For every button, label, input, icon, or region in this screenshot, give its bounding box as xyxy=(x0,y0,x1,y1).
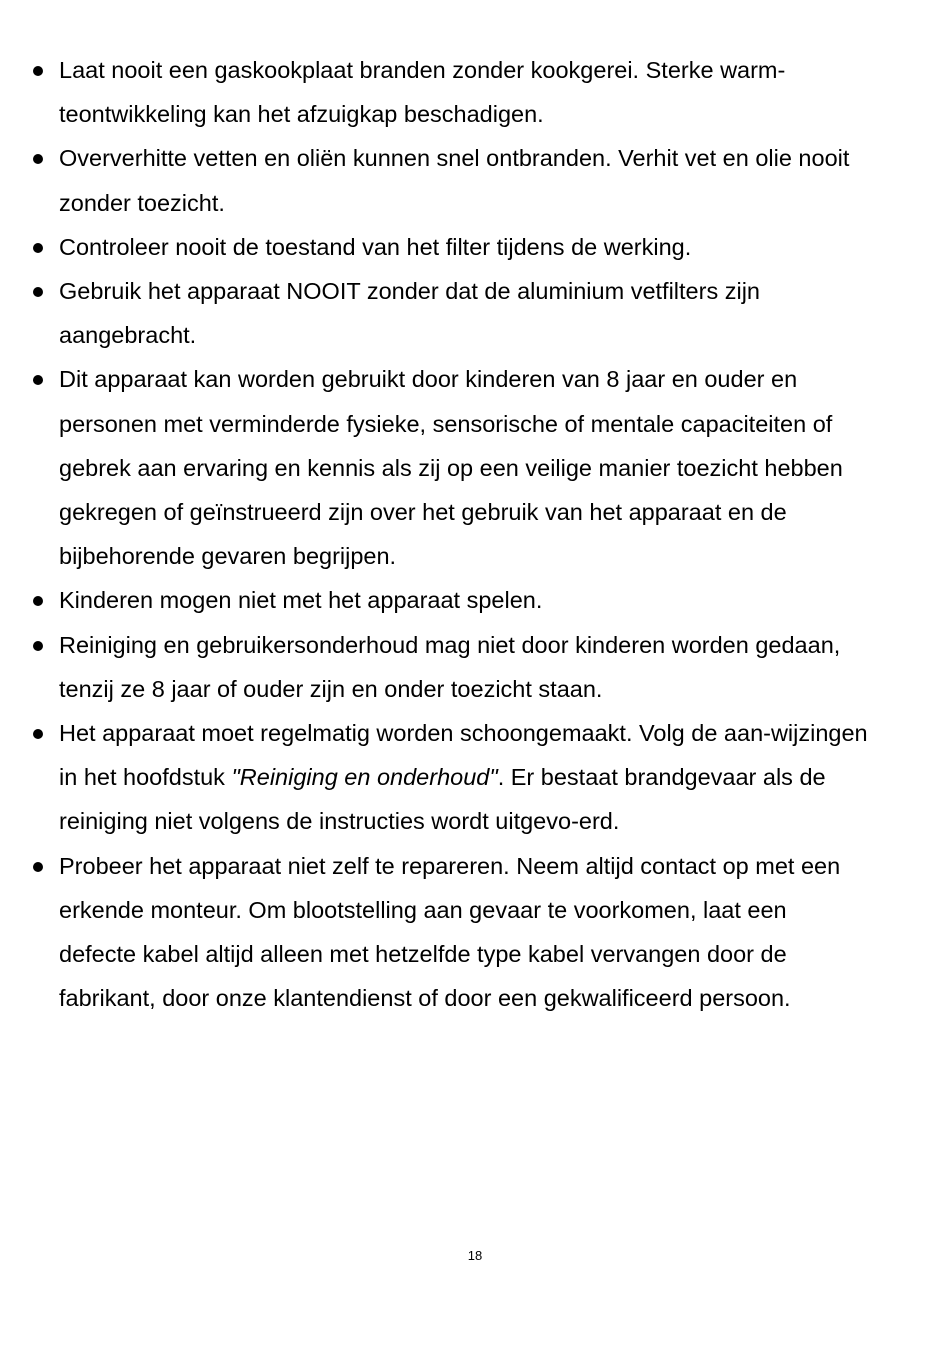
list-item xyxy=(30,136,870,224)
bullet-icon xyxy=(33,729,43,739)
list-item-text: Probeer het apparaat niet zelf te repareren. Neem altijd contact op met een erkende monteur. Om blootstelling aan gevaar te voorkomen, laat een defecte kabel altijd alleen met hetzelfde type kabel vervangen door de fabrikant, door onze klantendienst of door een gekwalificeerd persoon. xyxy=(59,852,841,1012)
list-item xyxy=(30,269,870,357)
highlight-term: Kinderen xyxy=(59,587,154,614)
list-item-text: worden gedaan, tenzij ze 8 jaar of ouder zijn en onder toezicht staan. xyxy=(59,631,841,702)
list-item xyxy=(30,48,870,136)
bullet-icon xyxy=(33,154,43,164)
list-item-text: van 8 jaar en ouder en personen met verminderde fysieke, sensorische of mentale capaciteiten of gebrek aan ervaring en kennis als zij op een veilige manier toezicht hebben gekregen of geïnstrueerd zijn over het xyxy=(59,366,843,526)
bullet-icon xyxy=(33,243,43,253)
list-item-text: Reiniging en xyxy=(59,631,197,658)
list-item-text: Oververhitte vetten en oliën kunnen snel ontbranden. Verhit vet en olie nooit zonder toezicht. xyxy=(59,145,850,216)
list-item xyxy=(30,578,870,622)
bullet-icon xyxy=(33,641,43,651)
list-item-text: mag niet door xyxy=(418,631,576,658)
list-item-text: mogen niet met het apparaat spelen. xyxy=(153,587,543,614)
list-item-text: Laat nooit een gaskookplaat branden zonder kookgerei. Sterke warm-teontwikkeling kan het afzuigkap beschadigen. xyxy=(59,57,786,128)
list-item-text: Controleer nooit de toestand van het filter tijdens de werking. xyxy=(59,233,692,260)
bullet-icon xyxy=(33,862,43,872)
highlight-term: gebruik van het apparaat xyxy=(461,499,722,526)
highlight-term: gebruikersonderhoud xyxy=(196,631,419,658)
list-item-text: Gebruik het apparaat NOOIT zonder dat de aluminium vetfilters zijn aangebracht. xyxy=(59,278,760,349)
list-item-text: Het apparaat moet regelmatig worden schoongemaakt. Volg de aan-wijzingen in het hoofdstuk xyxy=(59,720,868,791)
bullet-icon xyxy=(33,596,43,606)
list-item-text: . Er bestaat brandgevaar als de reiniging niet volgens de instructies wordt uitgevo-erd. xyxy=(59,764,826,835)
page-number: 18 xyxy=(467,1248,483,1263)
list-item-text: Dit apparaat kan worden gebruikt door xyxy=(59,366,466,393)
chapter-reference: "Reiniging en onderhoud" xyxy=(231,764,498,791)
list-item xyxy=(30,225,870,269)
list-item-text: en de bijbehorende gevaren begrijpen. xyxy=(59,499,787,570)
highlight-term: kinderen xyxy=(465,366,556,393)
bullet-icon xyxy=(33,375,43,385)
safety-bullet-list xyxy=(30,48,870,1020)
list-item xyxy=(30,711,870,844)
highlight-term: kinderen xyxy=(575,631,666,658)
bullet-icon xyxy=(33,66,43,76)
list-item xyxy=(30,844,870,1021)
list-item xyxy=(30,357,870,578)
bullet-icon xyxy=(33,287,43,297)
list-item xyxy=(30,623,870,711)
